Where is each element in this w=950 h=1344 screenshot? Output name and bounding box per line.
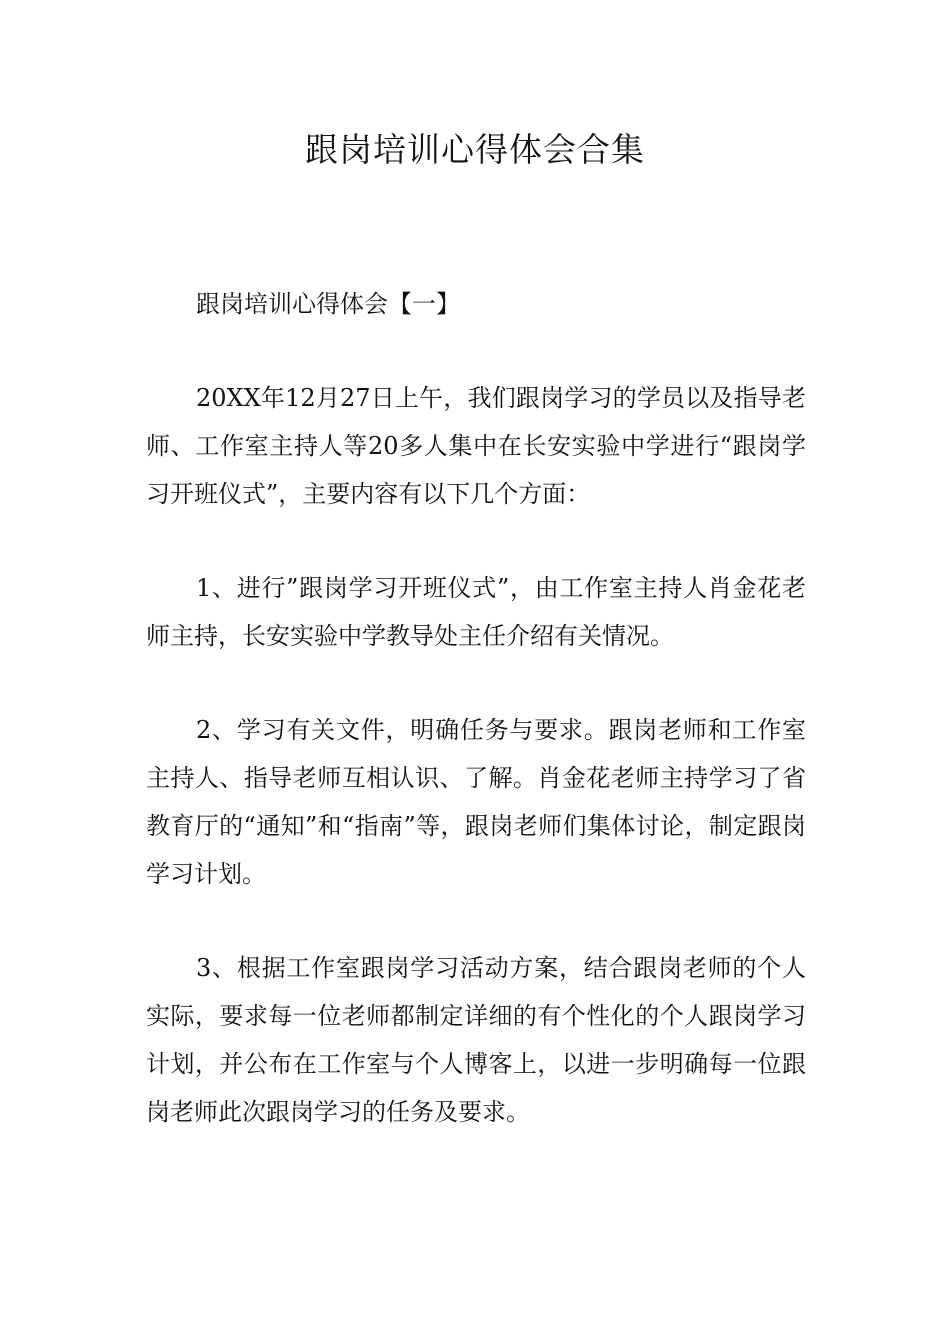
paragraph-item-2: 2、学习有关文件，明确任务与要求。跟岗老师和工作室主持人、指导老师互相认识、了解。肖金花老师主持学习了省教育厅的“通知”和“指南”等，跟岗老师们集体讨论，制定跟岗学习计划。 bbox=[146, 716, 806, 888]
paragraph-item-1: 1、进行”跟岗学习开班仪式”，由工作室主持人肖金花老师主持，长安实验中学教导处主任介绍有关情况。 bbox=[146, 574, 806, 650]
section-heading: 跟岗培训心得体会【一】 bbox=[196, 290, 460, 318]
paragraph-gap bbox=[146, 660, 806, 706]
paragraph-gap bbox=[146, 518, 806, 564]
paragraph-gap bbox=[146, 328, 806, 374]
paragraph-item-3: 3、根据工作室跟岗学习活动方案，结合跟岗老师的个人实际，要求每一位老师都制定详细的有个性化的个人跟岗学习计划，并公布在工作室与个人博客上，以进一步明确每一位跟岗老师此次跟岗学习的任务及要求。 bbox=[146, 954, 806, 1126]
paragraph-gap bbox=[146, 898, 806, 944]
document-title: 跟岗培训心得体会合集 bbox=[305, 130, 645, 169]
document-body bbox=[146, 280, 806, 1136]
paragraph-intro: 20XX年12月27日上午，我们跟岗学习的学员以及指导老师、工作室主持人等20多人集中在长安实验中学进行“跟岗学习开班仪式”，主要内容有以下几个方面： bbox=[146, 384, 806, 508]
